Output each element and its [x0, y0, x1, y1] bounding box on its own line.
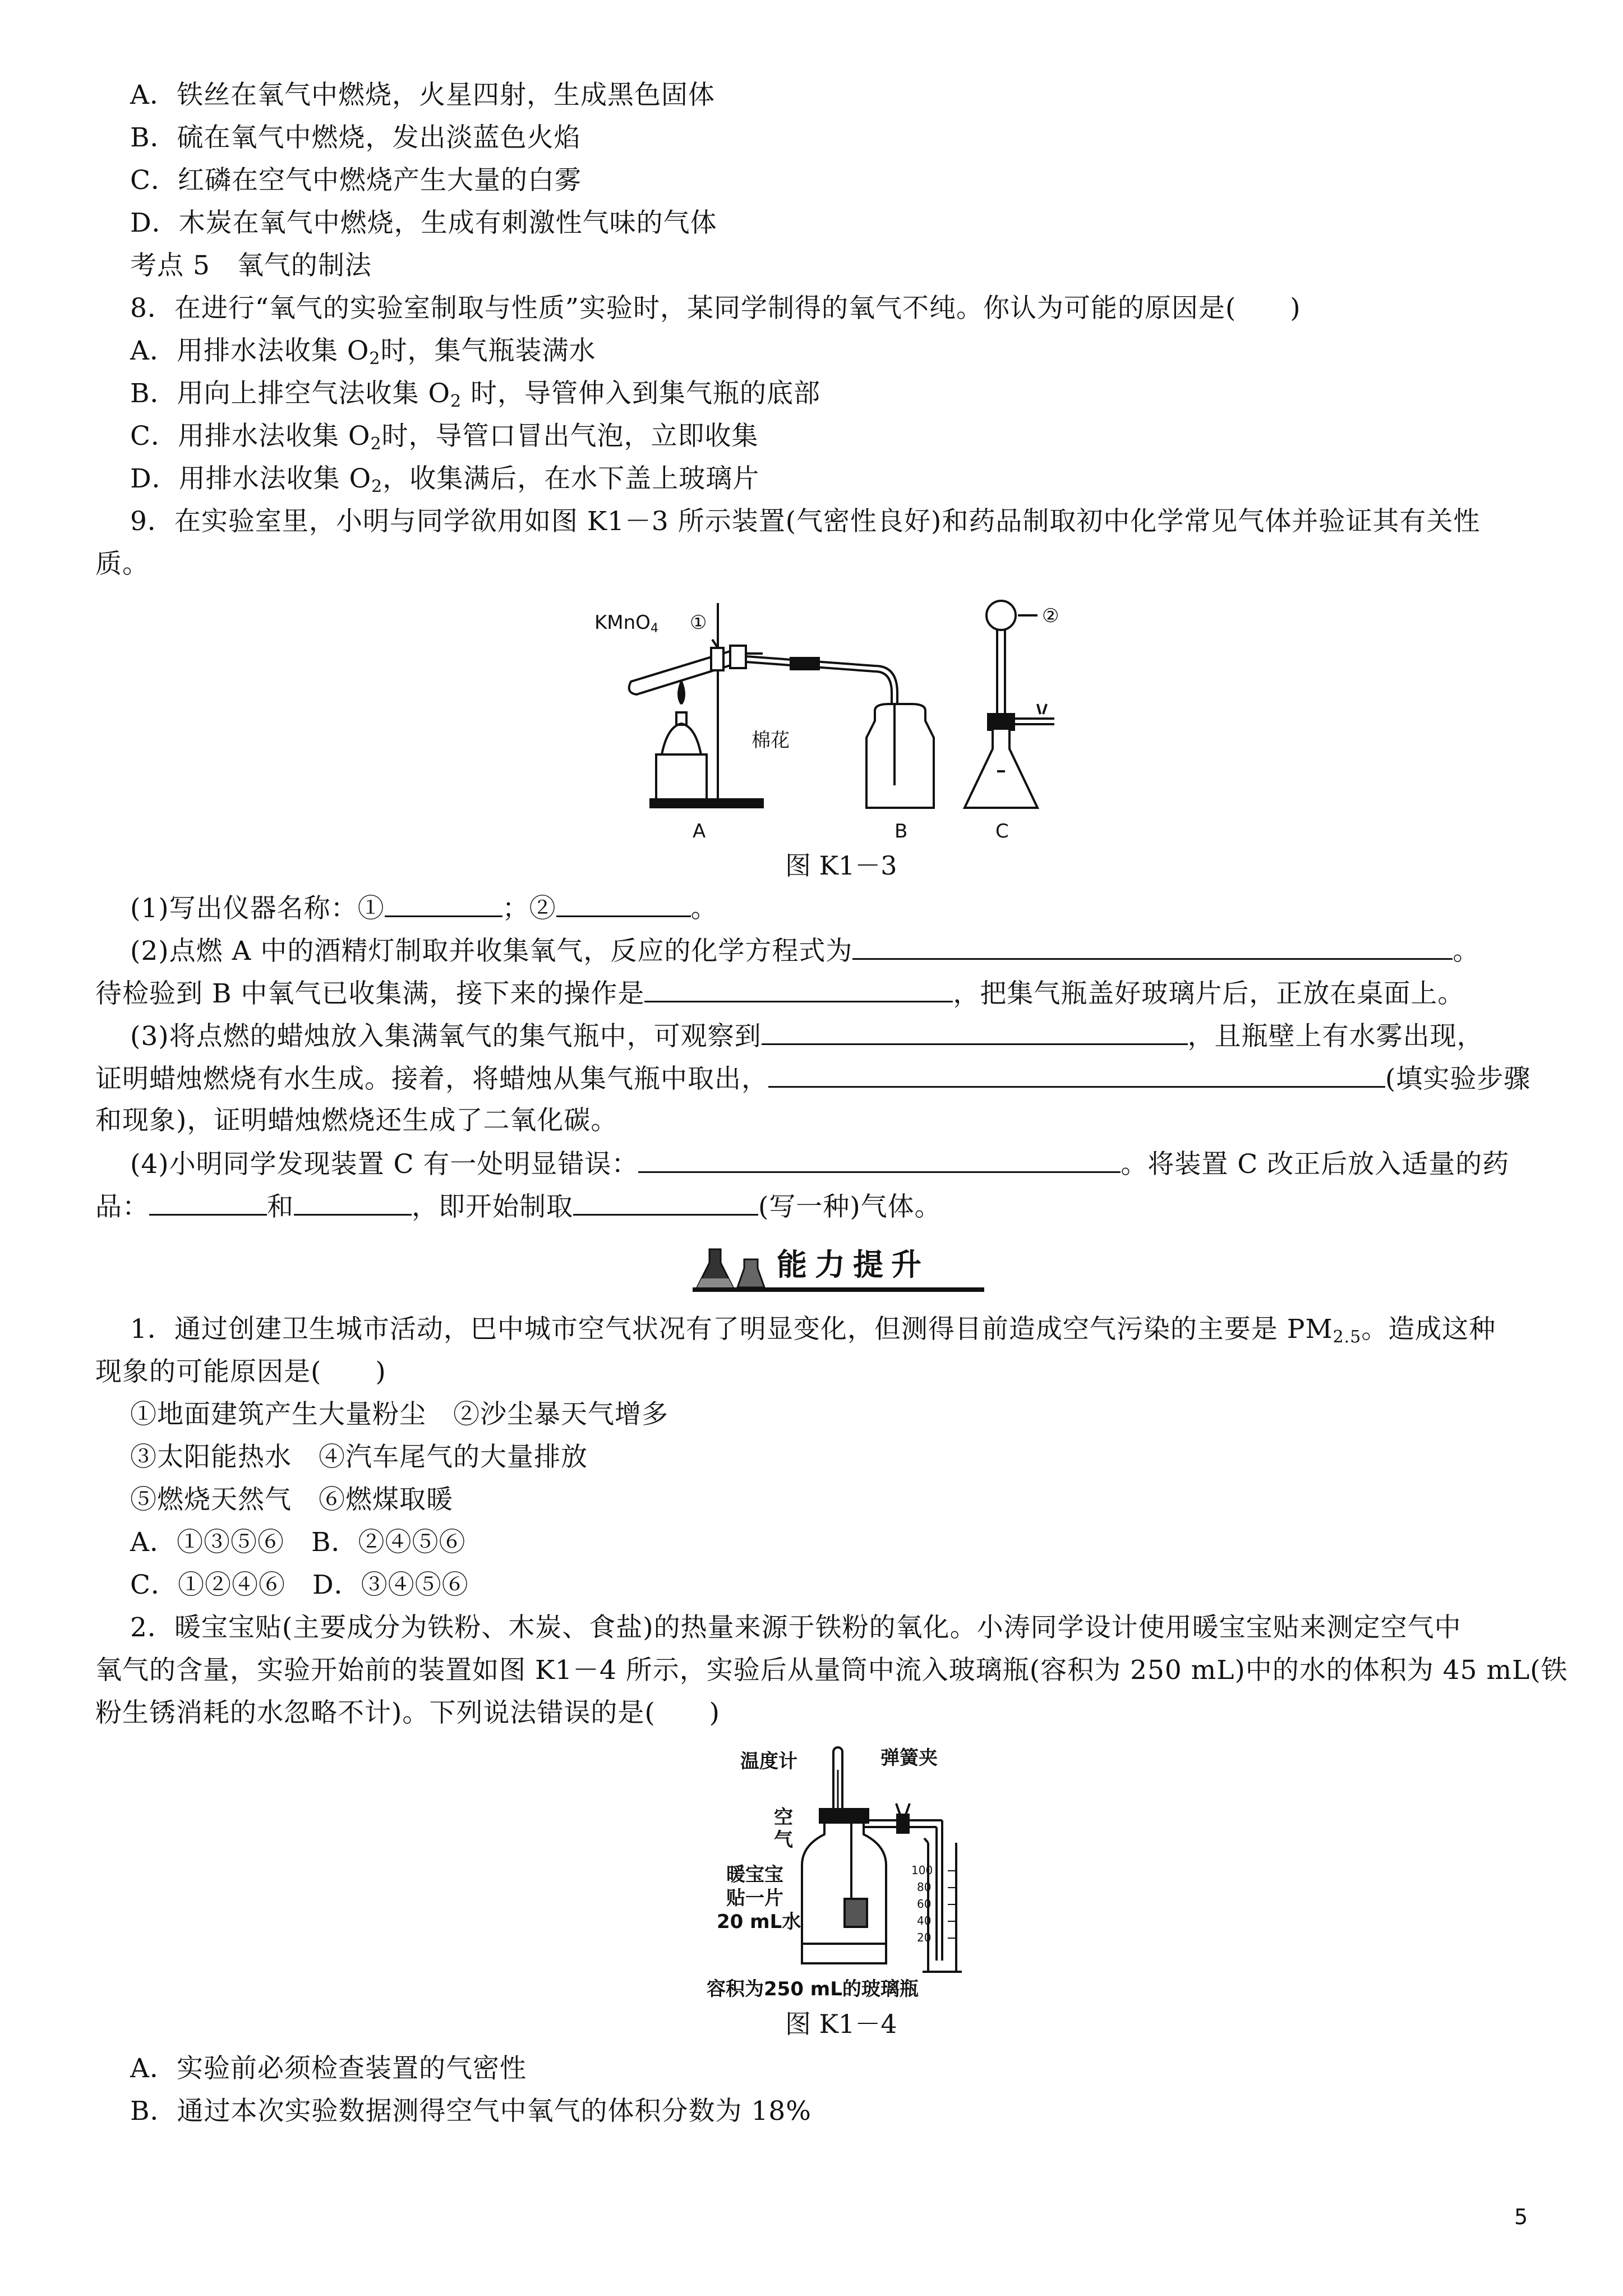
answer-blank[interactable] [768, 1061, 1385, 1088]
q8-option-a: A．用排水法收集 $O_2$时，集气瓶装满水 [130, 335, 596, 369]
q7-option-c: C．红磷在空气中燃烧产生大量的白雾 [130, 165, 582, 196]
q8-option-d: D．用排水法收集 $O_2$，收集满后，在水下盖上玻璃片 [130, 463, 760, 496]
svg-text:KMnO4: KMnO4 [594, 611, 658, 636]
ability-banner [693, 1243, 984, 1293]
svg-text:棉花: 棉花 [751, 729, 790, 752]
answer-blank[interactable] [149, 1189, 267, 1216]
svg-text:C: C [995, 820, 1009, 843]
q7-option-a: A．铁丝在氧气中燃烧，火星四射，生成黑色固体 [130, 80, 715, 111]
q9-stem-line1: 9．在实验室里，小明与同学欲用如图 K1－3 所示装置(气密性良好)和药品制取初中化学常见气体并验证其有关性 [130, 506, 1481, 537]
flask-icon [693, 1243, 782, 1293]
q9-part3-line3: 和现象)，证明蜡烛燃烧还生成了二氧化碳。 [95, 1105, 618, 1136]
ability-q1-items-row2: ③太阳能热水 ④汽车尾气的大量排放 [130, 1442, 588, 1473]
answer-blank[interactable] [644, 976, 953, 1002]
svg-text:②: ② [1042, 605, 1059, 627]
q8-stem: 8．在进行“氧气的实验室制取与性质”实验时，某同学制得的氧气不纯。你认为可能的原因是( ) [130, 293, 1301, 324]
q8-option-b: B．用向上排空气法收集 $O_2$ 时，导管伸入到集气瓶的底部 [130, 378, 821, 411]
svg-text:20 mL水: 20 mL水 [717, 1911, 801, 1933]
figure-k1-3 [583, 592, 1122, 844]
answer-blank[interactable] [638, 1147, 1121, 1173]
ability-q1-stem-line1: 1．通过创建卫生城市活动，巴中城市空气状况有了明显变化，但测得目前造成空气污染的主要是 $PM_{2.5}$。造成这种 [130, 1314, 1496, 1347]
q9-part1: (1)写出仪器名称：① ；② 。 [130, 891, 718, 926]
ability-q2-option-b: B．通过本次实验数据测得空气中氧气的体积分数为 18% [130, 2096, 811, 2127]
svg-text:①: ① [690, 611, 707, 634]
svg-text:暖宝宝: 暖宝宝 [726, 1864, 783, 1886]
figure-k1-3-caption: 图 K1－3 [785, 850, 897, 881]
figure-k1-4 [701, 1736, 993, 2005]
figure-k1-4-caption: 图 K1－4 [785, 2009, 897, 2039]
answer-blank[interactable] [762, 1019, 1188, 1045]
svg-text:20: 20 [917, 1931, 932, 1944]
q7-option-d: D．木炭在氧气中燃烧，生成有刺激性气味的气体 [130, 208, 717, 238]
svg-text:100: 100 [911, 1864, 933, 1877]
q9-stem-line2: 质。 [95, 549, 149, 579]
svg-text:容积为250 mL的玻璃瓶: 容积为250 mL的玻璃瓶 [707, 1978, 919, 2000]
answer-blank[interactable] [852, 933, 1453, 960]
ability-q2-option-a: A．实验前必须检查装置的气密性 [130, 2053, 527, 2084]
svg-text:弹簧夹: 弹簧夹 [880, 1747, 938, 1769]
svg-text:空: 空 [774, 1806, 793, 1829]
svg-text:温度计: 温度计 [740, 1750, 797, 1773]
ability-q1-stem-line2: 现象的可能原因是( ) [95, 1356, 386, 1387]
ability-q1-items-row1: ①地面建筑产生大量粉尘 ②沙尘暴天气增多 [130, 1399, 668, 1430]
ability-q2-stem-line3: 粉生锈消耗的水忽略不计)。下列说法错误的是( ) [95, 1697, 721, 1728]
q8-option-c: C．用排水法收集 $O_2$时，导管口冒出气泡，立即收集 [130, 421, 759, 454]
ability-q2-stem-line2: 氧气的含量，实验开始前的装置如图 K1－4 所示，实验后从量筒中流入玻璃瓶(容积为 250 mL)中的水的体积为 45 mL(铁 [95, 1655, 1568, 1686]
answer-blank[interactable] [385, 891, 502, 917]
svg-text:40: 40 [917, 1914, 932, 1927]
answer-blank[interactable] [294, 1189, 412, 1216]
answer-blank[interactable] [556, 891, 691, 917]
q9-part2-line1: (2)点燃 A 中的酒精灯制取并收集氧气，反应的化学方程式为 。 [130, 933, 1479, 968]
q9-part3-line2: 证明蜡烛燃烧有水生成。接着，将蜡烛从集气瓶中取出， (填实验步骤 [95, 1061, 1530, 1096]
ability-q1-items-row3: ⑤燃烧天然气 ⑥燃煤取暖 [130, 1484, 453, 1515]
section-heading: 考点 5 氧气的制法 [130, 250, 372, 281]
q9-part2-line2: 待检验到 B 中氧气已收集满，接下来的操作是 ，把集气瓶盖好玻璃片后，正放在桌面上。 [95, 976, 1464, 1011]
q9-part4-line2: 品： 和 ，即开始制取 (写一种)气体。 [95, 1189, 942, 1224]
ability-q1-options-ab: A．①③⑤⑥ B．②④⑤⑥ [130, 1527, 466, 1558]
banner-underline [693, 1287, 984, 1292]
q9-part3-line1: (3)将点燃的蜡烛放入集满氧气的集气瓶中，可观察到 ，且瓶壁上有水雾出现， [130, 1019, 1484, 1053]
svg-text:80: 80 [917, 1880, 932, 1894]
ability-q1-options-cd: C．①②④⑥ D．③④⑤⑥ [130, 1570, 469, 1600]
svg-text:60: 60 [917, 1897, 932, 1911]
answer-blank[interactable] [573, 1189, 758, 1216]
page-number: 5 [1514, 2205, 1528, 2229]
ability-q2-stem-line1: 2．暖宝宝贴(主要成分为铁粉、木炭、食盐)的热量来源于铁粉的氧化。小涛同学设计使用暖宝宝贴来测定空气中 [130, 1612, 1461, 1643]
svg-text:贴一片: 贴一片 [726, 1887, 783, 1910]
q7-option-b: B．硫在氧气中燃烧，发出淡蓝色火焰 [130, 122, 581, 153]
q9-part4-line1: (4)小明同学发现装置 C 有一处明显错误： 。将装置 C 改正后放入适量的药 [130, 1147, 1509, 1181]
svg-text:气: 气 [774, 1829, 793, 1851]
svg-text:B: B [895, 820, 908, 843]
svg-text:A: A [693, 820, 706, 843]
banner-title: 能力提升 [777, 1247, 929, 1282]
